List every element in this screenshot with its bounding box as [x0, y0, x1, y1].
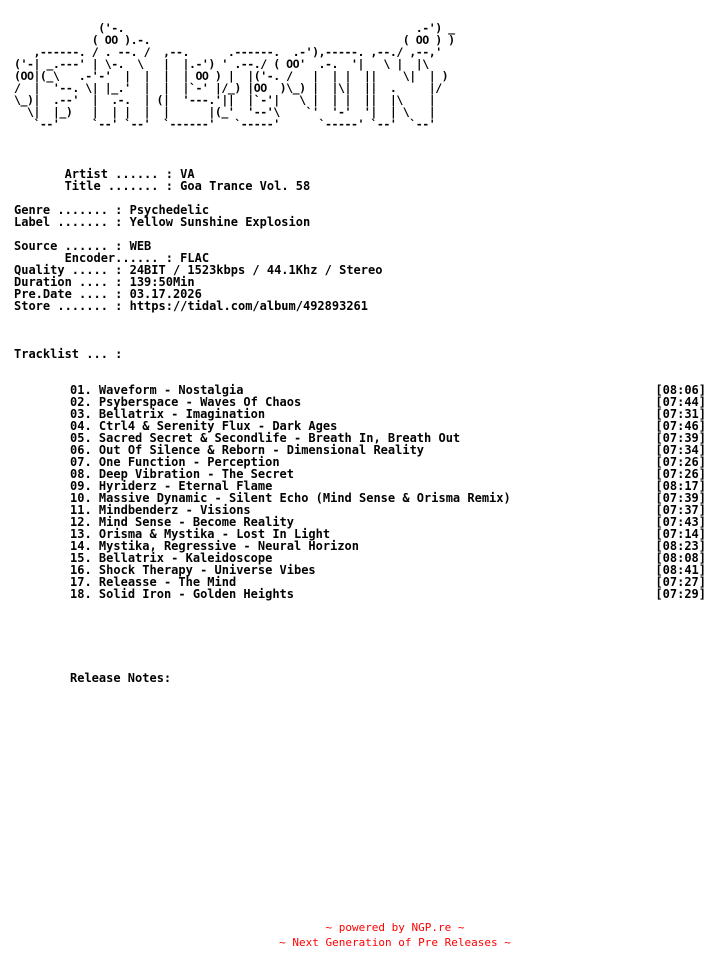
info-label: Store ....... :	[14, 299, 130, 313]
info-label: Duration .... :	[14, 275, 130, 289]
info-row	[14, 300, 382, 312]
info-value: https://tidal.com/album/492893261	[129, 299, 369, 313]
info-label: Label ....... :	[14, 215, 130, 229]
track-title: Ctrl4 & Serenity Flux - Dark Ages	[98, 419, 338, 433]
track-number: 16.	[70, 563, 92, 577]
track-title: Bellatrix - Imagination	[98, 407, 266, 421]
track-title: One Function - Perception	[98, 455, 280, 469]
info-value: Yellow Sunshine Explosion	[129, 215, 311, 229]
info-value: 139:50Min	[129, 275, 195, 289]
track-separator	[92, 587, 99, 601]
info-row	[14, 180, 382, 192]
track-title: Hyriderz - Eternal Flame	[98, 479, 273, 493]
track-title: Out Of Silence & Reborn - Dimensional Reality	[98, 443, 425, 457]
info-value: VA	[180, 167, 195, 181]
track-number: 11.	[70, 503, 92, 517]
track-title: Psyberspace - Waves Of Chaos	[98, 395, 302, 409]
track-duration: [08:06]	[655, 383, 706, 397]
track-duration: [07:39]	[655, 431, 706, 445]
track-duration: [07:46]	[655, 419, 706, 433]
track-duration: [07:29]	[655, 587, 706, 601]
info-label: Title ....... :	[64, 179, 181, 193]
track-title: Mind Sense - Become Reality	[98, 515, 294, 529]
info-value: 24BIT / 1523kbps / 44.1Khz / Stereo	[129, 263, 383, 277]
ascii-art-logo: ('-. .-') _ ( OO ).-. ( OO ) ) ,------. / . --. / ,--. .------. .-'),-----. ,--./ ,--,' ('-| _.---' | \-. \ | |.-') ' .--./ ( OO' .-. '| \ | |\ (OO|(_\ .-'-' | | | | OO ) | |('-. / | | | || \| | ) / | '--. \| |_.' | | |`-' |/_) |OO )\_) | |\| || . |/ \_)| .--' | .-. | (| '---.'|| |`-'| \ | | | || |\ | \| |_) | | | | | |(_' '--'\ `' '-' '| | \ | `--' `--' `--' `------' `-----' `-----' `--' `--'	[14, 21, 455, 131]
track-entry	[70, 588, 294, 600]
track-duration: [07:26]	[655, 467, 706, 481]
track-title: Mindbenderz - Visions	[98, 503, 251, 517]
track-number: 05.	[70, 431, 92, 445]
track-duration: [07:27]	[655, 575, 706, 589]
track-duration: [07:44]	[655, 395, 706, 409]
track-title: Mystika, Regressive - Neural Horizon	[98, 539, 360, 553]
info-value: WEB	[129, 239, 152, 253]
info-value: Psychedelic	[129, 203, 210, 217]
track-duration: [07:14]	[655, 527, 706, 541]
footer-tagline: ~ Next Generation of Pre Releases ~	[279, 936, 511, 949]
track-number: 15.	[70, 551, 92, 565]
track-number: 06.	[70, 443, 92, 457]
tracklist	[70, 384, 706, 600]
info-label: Source ...... :	[14, 239, 130, 253]
track-title: Releasse - The Mind	[98, 575, 237, 589]
track-number: 08.	[70, 467, 92, 481]
info-value: FLAC	[180, 251, 210, 265]
track-title: Orisma & Mystika - Lost In Light	[98, 527, 331, 541]
track-duration: [08:17]	[655, 479, 706, 493]
footer-powered-by: ~ powered by NGP.re ~	[325, 921, 465, 934]
track-number: 17.	[70, 575, 92, 589]
track-duration: [07:31]	[655, 407, 706, 421]
track-number: 04.	[70, 419, 92, 433]
info-label: Encoder...... :	[14, 251, 181, 265]
release-notes-label: Release Notes:	[70, 671, 172, 685]
track-title: Deep Vibration - The Secret	[98, 467, 294, 481]
release-info	[14, 168, 382, 312]
track-duration: [08:41]	[655, 563, 706, 577]
track-number: 09.	[70, 479, 92, 493]
track-number: 02.	[70, 395, 92, 409]
info-label: Genre ....... :	[14, 203, 130, 217]
track-number: 10.	[70, 491, 92, 505]
track-duration: [07:43]	[655, 515, 706, 529]
info-label: Quality ..... :	[14, 263, 130, 277]
info-value: Goa Trance Vol. 58	[180, 179, 311, 193]
info-row	[14, 216, 382, 228]
track-number: 13.	[70, 527, 92, 541]
tracklist-heading: Tracklist ... :	[14, 347, 123, 361]
track-number: 18.	[70, 587, 92, 601]
track-number: 01.	[70, 383, 92, 397]
track-title: Bellatrix - Kaleidoscope	[98, 551, 273, 565]
info-label: Artist ...... :	[64, 167, 181, 181]
track-title: Shock Therapy - Universe Vibes	[98, 563, 316, 577]
track-title: Sacred Secret & Secondlife - Breath In, Breath Out	[98, 431, 461, 445]
track-duration: [07:26]	[655, 455, 706, 469]
track-title: Massive Dynamic - Silent Echo (Mind Sense & Orisma Remix)	[98, 491, 511, 505]
footer	[0, 920, 712, 950]
track-number: 03.	[70, 407, 92, 421]
track-number: 07.	[70, 455, 92, 469]
info-label: Pre.Date .... :	[14, 287, 130, 301]
info-value: 03.17.2026	[129, 287, 202, 301]
track-duration: [08:08]	[655, 551, 706, 565]
track-duration: [07:37]	[655, 503, 706, 517]
track-row	[70, 588, 706, 600]
track-number: 14.	[70, 539, 92, 553]
track-duration: [07:39]	[655, 491, 706, 505]
track-duration: [07:34]	[655, 443, 706, 457]
track-number: 12.	[70, 515, 92, 529]
track-title: Waveform - Nostalgia	[98, 383, 244, 397]
track-duration: [08:23]	[655, 539, 706, 553]
track-title: Solid Iron - Golden Heights	[98, 587, 294, 601]
indent	[14, 179, 65, 193]
